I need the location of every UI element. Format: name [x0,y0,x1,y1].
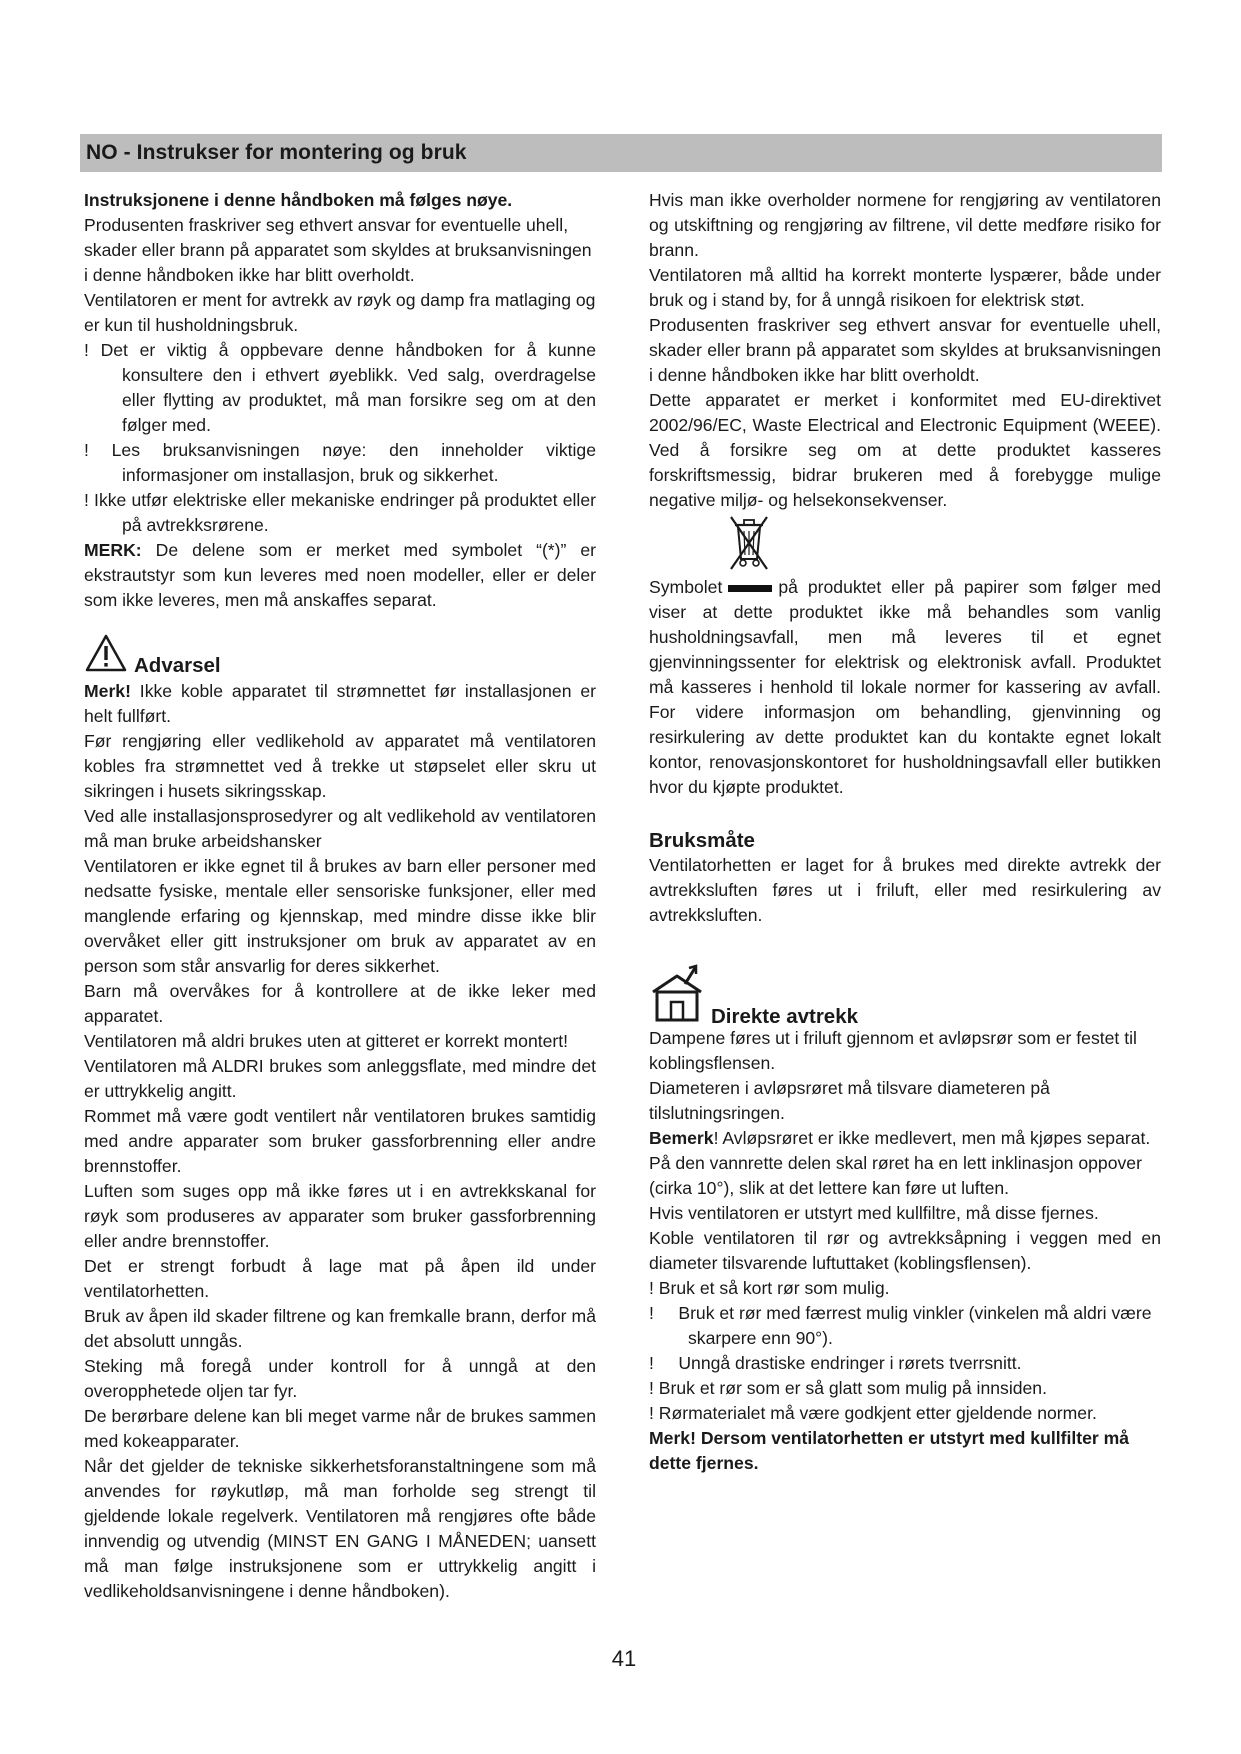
bemerk-text: ! Avløpsrøret er ikke medlevert, men må kjøpes separat. [713,1128,1151,1148]
warning-heading [84,633,596,679]
right-paragraph: Hvis man ikke overholder normene for rengjøring av ventilatoren og utskiftning og rengjøring av filtrene, vil dette medføre risiko for brann. [649,190,1161,260]
direct-paragraph: Dampene føres ut i friluft gjennom et avløpsrør som er festet til koblingsflensen. [649,1028,1137,1073]
direct-exhaust-heading [649,964,1161,1026]
right-paragraph: Dette apparatet er merket i konformitet med EU-direktivet 2002/96/EC, Waste Electrical and Electronic Equipment (WEEE). Ved å forsikre seg om at dette produktet kasseres forskriftsmessig, bidrar brukeren med å forebygge mulige negative miljø- og helsekonsekvenser. [649,390,1161,510]
bullet-item: ! Les bruksanvisningen nøye: den inneholder viktige informasjoner om installasjon, bruk og sikkerhet. [84,440,596,485]
direct-bullet: ! Unngå drastiske endringer i rørets tverrsnitt. [649,1353,1022,1373]
bemerk-label: Bemerk [649,1128,714,1148]
final-note: Merk! Dersom ventilatorhetten er utstyrt med kullfilter må dette fjernes. [649,1428,1130,1473]
right-paragraph: Produsenten fraskriver seg ethvert ansvar for eventuelle uhell, skader eller brann på apparatet som skyldes at bruksanvisningen i denne håndboken ikke har blitt overholdt. [649,315,1161,385]
warning-paragraph: Ventilatoren er ikke egnet til å brukes av barn eller personer med nedsatte fysiske, mentale eller sensoriske funksjoner, eller med manglende erfaring og kjennskap, med mindre disse ikke blir overvåket eller gitt instruksjoner om bruk av apparatet av en person som står ansvarlig for deres sikkerhet. [84,856,596,976]
merk-label: MERK: [84,540,142,560]
weee-symbol [649,513,1161,575]
warning-merk-label: Merk! [84,681,131,701]
warning-triangle-icon [84,633,128,673]
symbol-prefix: Symbolet [649,577,723,597]
bullet-item: ! Det er viktig å oppbevare denne håndboken for å kunne konsultere den i ethvert øyeblikk. Ved salg, overdragelse eller flytting av produktet, må man forsikre seg om at den følger med. [84,340,596,435]
direct-bullet: ! Bruk et rør med færrest mulig vinkler (vinkelen må aldri være skarpere enn 90°). [649,1303,1157,1348]
symbol-paragraph [649,575,1161,800]
warning-paragraph: De berørbare delene kan bli meget varme når de brukes sammen med kokeapparater. [84,1406,596,1451]
direct-paragraph: Diameteren i avløpsrøret må tilsvare diameteren på tilslutningsringen. [649,1078,1050,1123]
intro-paragraph: Produsenten fraskriver seg ethvert ansvar for eventuelle uhell, skader eller brann på apparatet som skyldes at bruksanvisningen i denne håndboken ikke har blitt overholdt. [84,215,592,285]
direct-paragraph: Koble ventilatoren til rør og avtrekksåpning i veggen med en diameter tilsvarende luftuttaket (koblingsflensen). [649,1228,1161,1273]
direct-paragraph: På den vannrette delen skal røret ha en lett inklinasjon oppover (cirka 10°), slik at det lettere kan føre ut luften. [649,1153,1142,1198]
usage-title: Bruksmåte [649,829,755,852]
warning-paragraph: Luften som suges opp må ikke føres ut i en avtrekkskanal for røyk som produseres av apparater som bruker gassforbrenning eller andre brennstoffer. [84,1181,596,1251]
intro-paragraph: Ventilatoren er ment for avtrekk av røyk og damp fra matlaging og er kun til husholdningsbruk. [84,290,596,335]
warning-merk [84,679,596,729]
house-exhaust-icon [649,964,705,1024]
warning-paragraph: Det er strengt forbudt å lage mat på åpen ild under ventilatorhetten. [84,1256,596,1301]
warning-paragraph: Ventilatoren må ALDRI brukes som anleggsflate, med mindre det er uttrykkelig angitt. [84,1056,596,1101]
black-bar-icon [728,585,772,592]
page-title: NO - Instrukser for montering og bruk [86,141,467,164]
warning-paragraph: Rommet må være godt ventilert når ventilatoren brukes samtidig med andre apparater som bruker gassforbrenning eller andre brennstoffer. [84,1106,596,1176]
symbol-text: på produktet eller på papirer som følger med viser at dette produktet ikke må behandles som vanlig husholdningsavfall, men må leveres til et egnet gjenvinningssenter for elektrisk og elektronisk avfall. Produktet må kasseres i henhold til lokale normer for kassering av avfall. For videre informasjon om behandling, gjenvinning og resirkulering av dette produktet kan du kontakte egnet lokalt kontor, renovasjonskontoret for husholdningsavfall eller butikken hvor du kjøpte produktet. [649,577,1161,797]
warning-paragraph: Når det gjelder de tekniske sikkerhetsforanstaltningene som må anvendes for røykutløp, må man forholde seg strengt til gjeldende lokale regelverk. Ventilatoren må rengjøres ofte både innvendig og utvendig (MINST EN GANG I MÅNEDEN; uansett må man følge instruksjonene som er uttrykkelig angitt i vedlikeholdsanvisningene i denne håndboken). [84,1456,596,1601]
warning-paragraph: Før rengjøring eller vedlikehold av apparatet må ventilatoren kobles fra strømnettet ved å trekke ut støpselet eller skru ut sikringen i husets sikringsskap. [84,731,596,801]
crossed-bin-icon [729,515,769,571]
merk-text: De delene som er merket med symbolet “(*)” er ekstrautstyr som kun leveres med noen modeller, eller er deler som ikke leveres, men må anskaffes separat. [84,540,596,610]
direct-bullet: ! Bruk et så kort rør som mulig. [649,1278,890,1298]
page-number: 41 [611,1646,637,1671]
merk-note [84,538,596,613]
header-bar [80,134,1162,172]
warning-paragraph: Ventilatoren må aldri brukes uten at gitteret er korrekt montert! [84,1031,569,1051]
left-column [84,188,596,1604]
direct-title: Direkte avtrekk [711,1005,859,1028]
right-column [649,188,1161,1476]
usage-paragraph: Ventilatorhetten er laget for å brukes med direkte avtrekk der avtrekksluften føres ut i friluft, eller med resirkulering av avtrekksluften. [649,855,1161,925]
warning-paragraph: Steking må foregå under kontroll for å unngå at den overopphetede oljen tar fyr. [84,1356,596,1401]
warning-paragraph: Ved alle installasjonsprosedyrer og alt vedlikehold av ventilatoren må man bruke arbeidshansker [84,806,596,851]
direct-paragraph: Hvis ventilatoren er utstyrt med kullfiltre, må disse fjernes. [649,1203,1099,1223]
bemerk-note [649,1126,1161,1151]
warning-paragraph: Barn må overvåkes for å kontrollere at de ikke leker med apparatet. [84,981,596,1026]
warning-paragraph: Bruk av åpen ild skader filtrene og kan fremkalle brann, derfor må det absolutt unngås. [84,1306,596,1351]
warning-merk-text: Ikke koble apparatet til strømnettet før installasjonen er helt fullført. [84,681,596,726]
intro-heading: Instruksjonene i denne håndboken må følges nøye. [84,190,513,210]
direct-bullet: ! Bruk et rør som er så glatt som mulig på innsiden. [649,1378,1047,1398]
direct-bullet: ! Rørmaterialet må være godkjent etter gjeldende normer. [649,1403,1097,1423]
right-paragraph: Ventilatoren må alltid ha korrekt monterte lyspærer, både under bruk og i stand by, for å unngå risikoen for elektrisk støt. [649,265,1161,310]
bullet-item: ! Ikke utfør elektriske eller mekaniske endringer på produktet eller på avtrekksrørene. [84,490,596,535]
warning-title: Advarsel [134,654,221,677]
